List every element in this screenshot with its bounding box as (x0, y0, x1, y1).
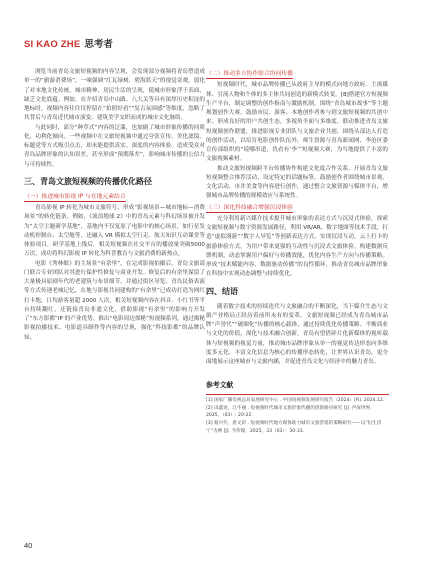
subsection-heading-text: （二）推动多方协作联合协同传播 (206, 71, 293, 77)
section-heading: 三、青岛文旅短视频的传播优化路径 (24, 176, 152, 186)
right-column (206, 68, 388, 435)
body-paragraph: 随着数字技术的持续迭代与文旅融合的不断深化，当下媒介生态与文旅产业格局正经历着前所未有的变革。文旅短视频已经成为青岛城市品牌“声誉代”“破圈化”传播的核心载体，通过持续优化传播策略、平衡商业与文化的价值，深化与技术融合创新，青岛有望借碎片化新媒体的视听载体与短视频的视觉力量，推动城市品牌形象从单一的视觉传达形态向多维度多元化、丰富文化信息为核心的传播形态转化，让世界认识青岛，更全面地展示这座城市与文旅内涵，并促进青岛文化与经济中的魅力青岛。 (206, 303, 388, 365)
subsection-heading (206, 204, 388, 213)
section-heading: 四、结语 (206, 286, 238, 296)
body-paragraph: 与此同时，部分“种草式”内容的泛滥，也加剧了城市形象传播的同质化、功利化倾向。一些视频中在文旅短视频中通过夸张宣传、美化滤镜、标题党等方式吸引点击，却未能提供真实、深度的内容体验，造成受众对青岛品牌形象的认知误差，甚至形成“预期落差”，影响城市传播的公信力与可持续性。 (24, 124, 205, 168)
references-divider (206, 394, 389, 395)
body-paragraph: 短视频时代，城市品牌传播已从政府主导的模式向地方政府、主流媒体、引流人物和个体的多主体共同创造的新模式转变。[8]搭建官方短视频生产平台，制定调整的创作指南与激励机制，围绕“青岛城市故事”等主题规划创作大赛，鼓励市民、游客、本地创作者参与到文旅短视频的共创中来。形成良好的用户共创生态，多视角全面与多维度、联动推进青岛文旅短视频创作联盟，推进影视专业团队与文旅企业共创，围绕头部达人打造的创作活动，以培育电影创作队伍外，师生资源与青岛新闻网、李沧区委宣传部组织的“说哪串道，仇看有‘李’”短视频大赛，为当地提供了丰富的文旅视频素材。 (206, 82, 388, 163)
reference-item: [3] 蔡兴伶，唐文彩 . 短视频时代地方媒体助力城市文旅营销的策略研究——以“衍生济宁”为例 [J]. 今传媒，2025，33（03）：30-33. (206, 421, 382, 434)
reference-item: [2] 田鑫述，江牛丽 . 短视频时代城市文旅形象传播的创新路径研究 [J]. 声屏世界，2025，（03）: 20-22. (206, 405, 375, 419)
brand-name-cn: 思考者 (84, 39, 113, 50)
body-paragraph: 充分利用新兴媒介技术提升城市形象的表达方式与沉浸式体验，探索文旅短视频与数字资源发展路径，利用 VR/AR、数字地图等技术手段，打造“虚拟漫游”“数字人导览”等创新表达方式，实现沉浸互动。云上打卡的旅游体验方式，为用户带来更强的互动性与沉浸式文旅体验。构建数据反馈机制，动态掌握用户偏好与传播效能，优化内容生产方向与传播策略。形成“技术赋能内容、数据驱动传播”的良性循环，推动青岛城市品牌形象在科技中实现动态调整与持续优化。 (206, 215, 388, 278)
page-number: 40 (24, 541, 33, 550)
references (206, 381, 388, 435)
body-paragraph: 青岛影视 IP 转化为城市文旅符号，形成“影视场景—城市地标—消费场景”的转化链条。例如，《流浪地球 2》中的青岛元素与科幻场景被开发为“太空主题研学基地”，基地内不仅复原了电影中的核心场景，如行星发动机控制台、太空舱等，还融入 VR 模拟太空行走、航天知识互动课堂等体验项目，研学基地上线后，相关短视频在社交平台的播放量突破5000 万次，成功将科幻影视 IP 转化为科普教育与文旅消费的新热点。 (24, 205, 205, 258)
subsection-heading-text: （三）深化科技融合增强沉浸体验 (206, 204, 293, 211)
subsection-heading-text: （一）推进城市影视 IP 与在地元素结合 (24, 193, 126, 200)
body-paragraph: 浏览当前青岛文旅短视频的内容呈现，会发现部分视频将青岛塑造成单一的“旅游消费场”，一味强调“红瓦绿树，碧海蓝天”的视觉奇观，弱化了对本地文化传统、城市精神、居民生活的呈现，使城市形象浮于表面，缺乏文化底蕴。例如，在介绍青岛中山路、八大关等具有深厚历史积淀的地标时，视频内容往往仅停留在“拍照好看”“复古氛围感”等维度，忽略了其背后与青岛近代城市演变、建筑美学交织而成的城市文化脉络。 (24, 69, 205, 122)
body-paragraph: 电影《秀林娘》的主场景“有余里”，在完成影视拍摄后，青岛文旅部门联合专业团队对其进行保护性修复与商业开发。修复后的有余里保留了大量极具原剧年代的老建筑与布景细节，并通过街区导览、青岛民俗表演等方式传递老城记忆，在地与影视共同建构的“有余里”已成功打造为网红打卡地，日均游客量超 2000 人次，相关短视频内容在抖音、小红书等平台持续翻红，还链接青岛非遗文化，借助影视“有余里”的影响力开发了“东方影都”IP 的产业优势，推出“电影周边探秘”短视频系列，通过揭秘影视拍摄技术、电影道具制作等内容的呈现，强化“科技影都”的品牌认知。 (24, 260, 205, 341)
reference-item: [1] 国家广播电视总局发展研究中心 . 中国短视频发展研究报告（2024）[R]. 2024.12. (206, 398, 385, 404)
body-paragraph: 推动文旅短视频跨平台传播协作构建文化度合作关系。开展青岛文旅短视频整合推荐活动，设定特定的话题标签。鼓励创作者围绕城市景观、文化活动、市井美食等内容进行创作，通过整合文旅资源与媒体平台，增强城市品牌传播的规模效应与系统性。 (206, 165, 388, 200)
left-column (24, 68, 205, 343)
page-header (24, 36, 113, 50)
subsection-heading (24, 193, 205, 202)
references-title: 参考文献 (206, 381, 234, 390)
subsection-heading (206, 70, 388, 79)
brand-name: SI KAO ZHE (24, 39, 81, 50)
